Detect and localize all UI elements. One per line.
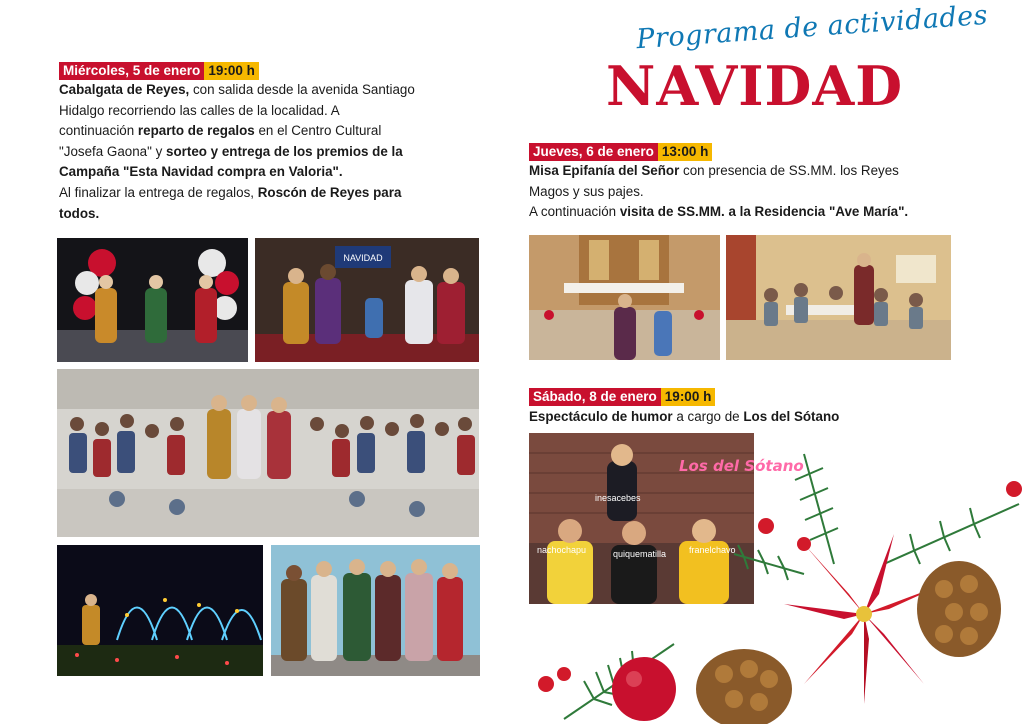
text-run: con salida desde la avenida Santiago (189, 82, 415, 97)
photo-group-image (271, 545, 480, 676)
photo-kings-on-stage (57, 238, 248, 362)
photo-residence-visit (726, 235, 951, 360)
event-date: Jueves, 6 de enero (529, 143, 658, 161)
cast-name-caption: quiquematilla (613, 549, 667, 559)
christmas-decoration-illustration (504, 444, 1024, 724)
event-description (59, 80, 489, 224)
text-run: continuación (59, 123, 138, 139)
show-logo-text: Los del Sótano (679, 457, 804, 475)
highlighted-text: Campaña "Esta Navidad compra en Valoria". (59, 164, 343, 180)
event-time: 19:00 h (204, 62, 259, 80)
cast-name-caption: franelchavo (689, 545, 736, 555)
event-time: 13:00 h (658, 143, 713, 161)
description-line (529, 182, 989, 203)
description-line (529, 161, 989, 182)
photo-kings-and-pages-group (271, 545, 480, 676)
description-line (529, 202, 989, 223)
description-line (529, 407, 989, 428)
cast-name-caption: nachochapu (537, 545, 587, 555)
text-run: A continuación (529, 204, 620, 220)
event-time: 19:00 h (661, 388, 716, 406)
event-description (529, 161, 989, 223)
ornament-ball-icon (612, 657, 676, 721)
photo-crowd-image (57, 369, 479, 537)
description-line (59, 142, 489, 163)
highlighted-text: todos. (59, 205, 100, 221)
pine-cone-icon (696, 649, 792, 724)
text-run: Al finalizar la entrega de regalos, (59, 184, 258, 200)
text-run: Magos y sus pajes. (529, 183, 644, 199)
description-line (59, 183, 489, 204)
highlighted-text: Cabalgata de Reyes, (59, 82, 190, 97)
event-date-line (59, 62, 259, 80)
event-date: Miércoles, 5 de enero (59, 62, 204, 80)
program-subtitle: Programa de actividades (635, 0, 989, 56)
pine-cone-icon (917, 561, 1001, 657)
description-line (59, 162, 489, 183)
highlighted-text: Espectáculo de humor (529, 409, 673, 424)
photo-church-image (529, 235, 720, 360)
page-title: NAVIDAD (606, 54, 904, 118)
photo-parade-float-image (57, 545, 263, 676)
highlighted-text: visita de SS.MM. a la Residencia "Ave María". (619, 204, 909, 220)
photo-kings-on-stage-image (57, 238, 248, 362)
photo-kings-with-sign (255, 238, 479, 362)
description-line (59, 204, 489, 225)
text-run: a cargo de (672, 409, 744, 424)
photo-parade-float-night (57, 545, 263, 676)
photo-residence-image (726, 235, 951, 360)
cast-name-caption: inesacebes (595, 493, 641, 503)
photo-gift-distribution-crowd (57, 369, 479, 537)
sign-text: NAVIDAD (343, 253, 383, 263)
description-line (59, 121, 489, 142)
highlighted-text: reparto de regalos (137, 123, 255, 139)
description-line (59, 80, 489, 101)
event-date: Sábado, 8 de enero (529, 388, 661, 406)
text-run: "Josefa Gaona" y (59, 143, 167, 159)
text-run: Hidalgo recorriendo las calles de la localidad. A (59, 102, 340, 118)
photo-kings-with-sign-image (255, 238, 479, 362)
event-description (529, 407, 989, 428)
photo-epiphany-mass (529, 235, 720, 360)
highlighted-text: Roscón de Reyes para (257, 184, 402, 200)
text-run: con presencia de SS.MM. los Reyes (679, 163, 899, 178)
text-run: en el Centro Cultural (254, 123, 382, 139)
highlighted-text: sorteo y entrega de los premios de la (166, 143, 403, 159)
event-date-line (529, 143, 712, 161)
highlighted-text: Misa Epifanía del Señor (529, 163, 680, 178)
description-line (59, 101, 489, 122)
event-date-line (529, 388, 715, 406)
highlighted-text: Los del Sótano (743, 409, 840, 424)
